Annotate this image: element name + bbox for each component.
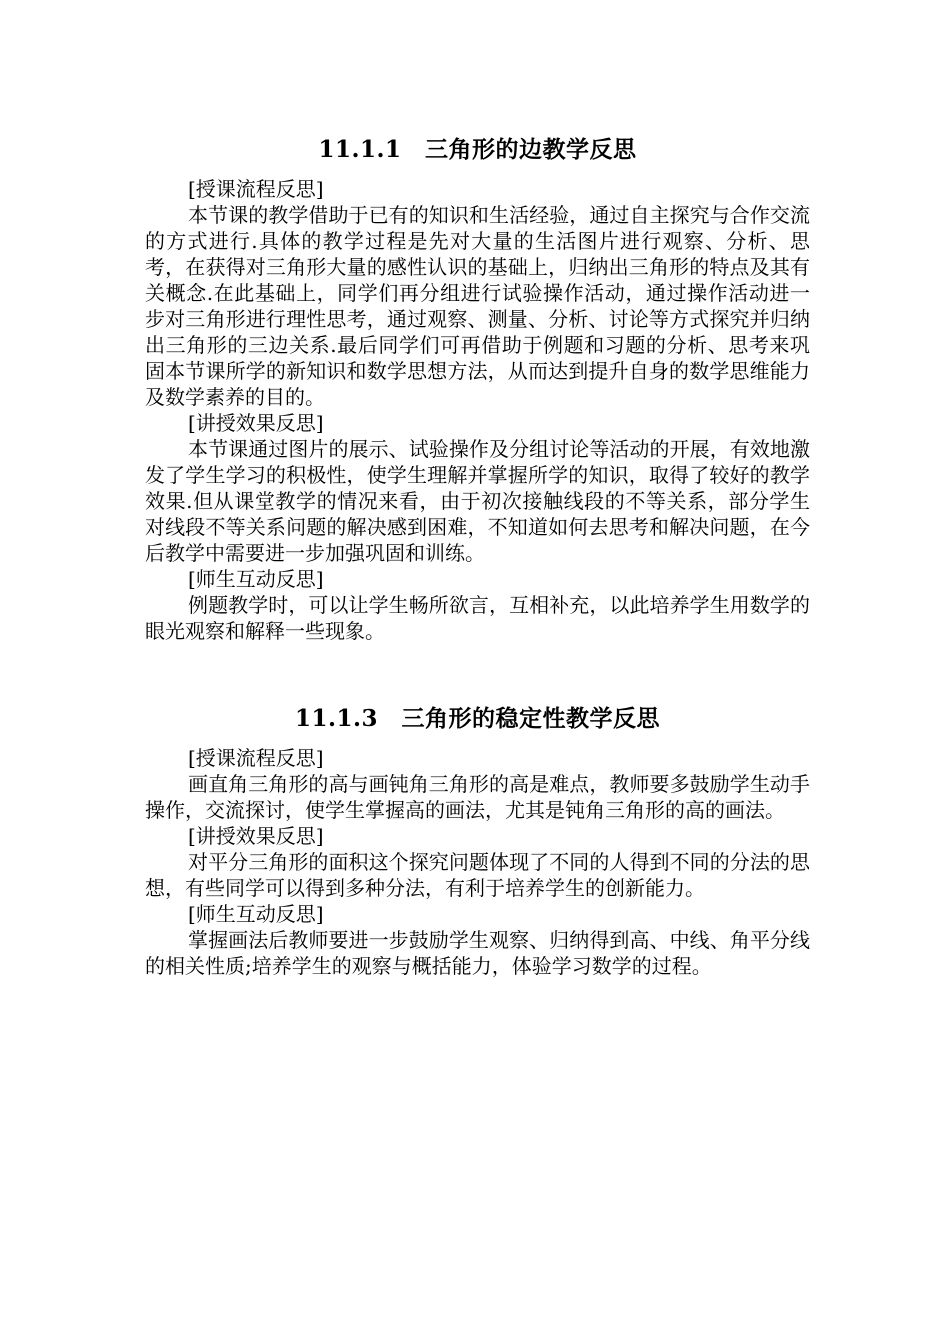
paragraph-teaching-process: 本节课的教学借助于已有的知识和生活经验，通过自主探究与合作交流的方式进行.具体的教学过程是先对大量的生活图片进行观察、分析、思考，在获得对三角形大量的感性认识的基础上，归纳出三角形的特点及其有关概念.在此基础上，同学们再分组进行试验操作活动，通过操作活动进一步对三角形进行理性思考，通过观察、测量、分析、讨论等方式探究并归纳出三角形的三边关系.最后同学们可再借助于例题和习题的分析、思考来巩固本节课所学的新知识和数学思想方法，从而达到提升自身的数学思维能力及数学素养的目的。 <box>145 203 810 409</box>
section-title: 11.1.1 三角形的边教学反思 <box>318 136 637 163</box>
section-triangle-sides <box>145 134 810 644</box>
section-title: 11.1.3 三角形的稳定性教学反思 <box>294 705 661 732</box>
paragraph-interaction: 例题教学时，可以让学生畅所欲言，互相补充，以此培养学生用数学的眼光观察和解释一些现象。 <box>145 593 810 643</box>
paragraph-interaction: 掌握画法后教师要进一步鼓励学生观察、归纳得到高、中线、角平分线的相关性质;培养学生的观察与概括能力，体验学习数学的过程。 <box>145 928 810 978</box>
paragraph-teaching-effect: 本节课通过图片的展示、试验操作及分组讨论等活动的开展，有效地激发了学生学习的积极性，使学生理解并掌握所学的知识，取得了较好的教学效果.但从课堂教学的情况来看，由于初次接触线段的不等关系，部分学生对线段不等关系问题的解决感到困难，不知道如何去思考和解决问题，在今后教学中需要进一步加强巩固和训练。 <box>145 437 810 565</box>
heading-teaching-effect: [讲授效果反思] <box>188 411 324 435</box>
heading-interaction: [师生互动反思] <box>188 567 324 591</box>
section-triangle-stability <box>145 703 810 979</box>
paragraph-teaching-effect: 对平分三角形的面积这个探究问题体现了不同的人得到不同的分法的思想，有些同学可以得到多种分法，有利于培养学生的创新能力。 <box>145 850 810 900</box>
heading-interaction: [师生互动反思] <box>188 902 324 926</box>
heading-teaching-process: [授课流程反思] <box>188 177 324 201</box>
paragraph-teaching-process: 画直角三角形的高与画钝角三角形的高是难点，教师要多鼓励学生动手操作，交流探讨，使学生掌握高的画法，尤其是钝角三角形的高的画法。 <box>145 772 810 822</box>
heading-teaching-effect: [讲授效果反思] <box>188 824 324 848</box>
heading-teaching-process: [授课流程反思] <box>188 746 324 770</box>
